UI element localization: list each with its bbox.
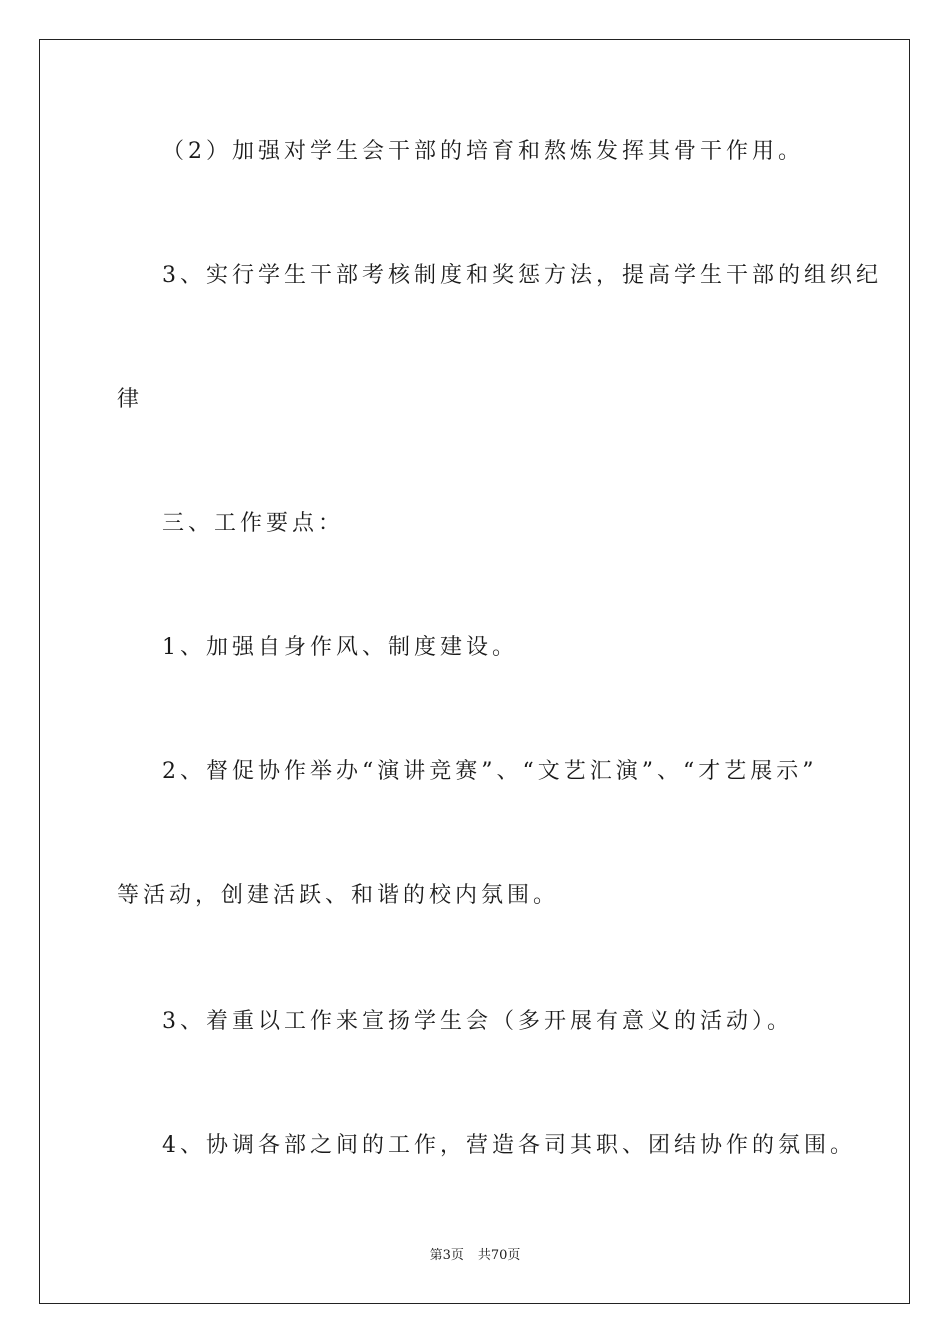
paragraph-line-2: 3、实行学生干部考核制度和奖惩方法，提高学生干部的组织纪	[162, 263, 882, 288]
paragraph-line-7: 等活动，创建活跃、和谐的校内氛围。	[117, 883, 560, 908]
paragraph-line-9: 4、协调各部之间的工作，营造各司其职、团结协作的氛围。	[162, 1133, 856, 1158]
page-footer	[0, 1247, 950, 1265]
page-total: 共70页	[477, 1248, 521, 1263]
paragraph-line-3: 律	[117, 387, 144, 412]
page-border	[39, 39, 910, 1304]
paragraph-line-1: （2）加强对学生会干部的培育和熬炼发挥其骨干作用。	[162, 139, 804, 164]
paragraph-line-5: 1、加强自身作风、制度建设。	[162, 635, 518, 660]
section-heading: 三、工作要点：	[162, 511, 345, 536]
paragraph-line-6: 2、督促协作举办“演讲竞赛”、“文艺汇演”、“才艺展示”	[162, 759, 818, 784]
page-number: 第3页	[429, 1248, 464, 1263]
paragraph-line-8: 3、着重以工作来宣扬学生会（多开展有意义的活动）。	[162, 1009, 793, 1034]
